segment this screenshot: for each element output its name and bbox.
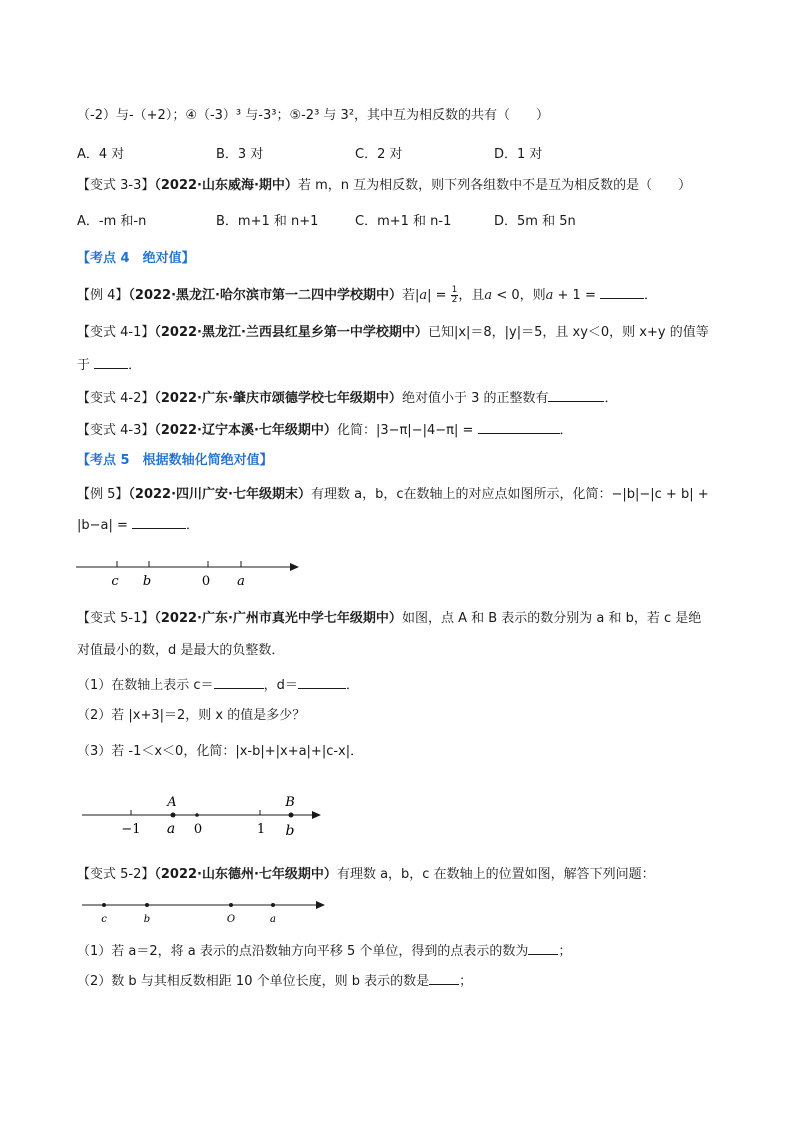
label-b: b bbox=[142, 574, 152, 589]
option-b: B．m+1 和 n+1 bbox=[216, 214, 319, 229]
variant-5-1-q2: （2）若 |x+3|＝2，则 x 的值是多少？ bbox=[77, 708, 306, 723]
option-d: D．5m 和 5n bbox=[494, 214, 576, 229]
example-text: |b−a| = bbox=[77, 518, 133, 533]
variant-text: 化简：|3−π|−|4−π| = bbox=[336, 423, 478, 438]
axis-arrow bbox=[290, 563, 299, 571]
variant-text: 于 bbox=[77, 358, 95, 373]
label-minus-1: −1 bbox=[121, 822, 141, 837]
label-b: b bbox=[143, 914, 151, 925]
variant-source: （2022·广东·广州市真光中学七年级期中） bbox=[154, 611, 402, 626]
label-c: c bbox=[111, 574, 119, 589]
label-a: a bbox=[166, 821, 176, 837]
math-text: + 1 = bbox=[553, 288, 600, 303]
label-point-b: B bbox=[285, 795, 295, 810]
question-continuation: （-2）与-（+2）；④（-3）³ 与-3³；⑤-2³ 与 3²，其中互为相反数的共有（ ） bbox=[77, 108, 550, 123]
example-5-line2 bbox=[77, 516, 199, 535]
answer-blank[interactable] bbox=[94, 356, 128, 369]
example-source: （2022·四川广安·七年级期末） bbox=[128, 487, 311, 502]
number-line-3 bbox=[80, 897, 340, 927]
variant-prefix: 【变式 3-3】 bbox=[77, 178, 155, 193]
question-text: ，d＝ bbox=[263, 678, 298, 693]
variant-source: （2022·辽宁本溪·七年级期中） bbox=[154, 423, 337, 438]
variant-prefix: 【变式 5-2】 bbox=[77, 867, 155, 882]
label-origin: O bbox=[226, 914, 236, 925]
variant-5-2-q2 bbox=[77, 972, 472, 991]
answer-blank[interactable] bbox=[478, 421, 560, 434]
variant-3-3 bbox=[77, 177, 691, 195]
number-line-1 bbox=[72, 556, 302, 596]
fraction-denominator: 2 bbox=[451, 295, 458, 305]
option-c: C．m+1 和 n-1 bbox=[355, 214, 452, 229]
answer-blank[interactable] bbox=[429, 972, 459, 985]
punctuation: ． bbox=[643, 288, 657, 303]
axis-arrow bbox=[312, 811, 321, 819]
punctuation: ． bbox=[345, 678, 359, 693]
question-text: （1）若 a＝2，将 a 表示的点沿数轴方向平移 5 个单位，得到的点表示的数为 bbox=[77, 944, 529, 959]
math-var: a bbox=[419, 288, 428, 303]
label-zero: 0 bbox=[201, 574, 211, 589]
point-a bbox=[271, 903, 275, 907]
answer-blank[interactable] bbox=[132, 516, 186, 529]
punctuation: ． bbox=[559, 423, 573, 438]
option-c: C．2 对 bbox=[355, 147, 403, 162]
label-a: a bbox=[270, 914, 276, 925]
point-b bbox=[289, 813, 294, 818]
example-text: 有理数 a，b，c在数轴上的对应点如图所示，化简：−|b|−|c + b| + bbox=[310, 487, 709, 502]
variant-4-1 bbox=[77, 324, 709, 342]
axis-arrow bbox=[316, 901, 325, 909]
point-c bbox=[102, 903, 106, 907]
point-origin bbox=[195, 813, 199, 817]
variant-prefix: 【变式 4-1】 bbox=[77, 325, 155, 340]
variant-prefix: 【变式 4-3】 bbox=[77, 423, 155, 438]
punctuation: ； bbox=[459, 974, 473, 989]
math-text: | = bbox=[427, 288, 451, 303]
example-4 bbox=[77, 286, 657, 305]
fraction-numerator: 1 bbox=[451, 285, 458, 295]
variant-text: 有理数 a，b，c 在数轴上的位置如图，解答下列问题： bbox=[336, 867, 655, 882]
label-c: c bbox=[101, 914, 107, 925]
variant-5-2-q1 bbox=[77, 942, 571, 961]
variant-5-1-q1 bbox=[77, 676, 359, 695]
variant-prefix: 【变式 4-2】 bbox=[77, 391, 155, 406]
variant-text: 若 m，n 互为相反数，则下列各组数中不是互为相反数的是（ ） bbox=[297, 178, 692, 193]
example-source: （2022·黑龙江·哈尔滨市第一二四中学校期中） bbox=[128, 288, 402, 303]
variant-source: （2022·山东威海·期中） bbox=[154, 178, 298, 193]
answer-blank[interactable] bbox=[528, 942, 558, 955]
variant-source: （2022·黑龙江·兰西县红星乡第一中学校期中） bbox=[154, 325, 428, 340]
options-row-2 bbox=[77, 213, 633, 231]
options-row-1 bbox=[77, 146, 633, 164]
variant-4-3 bbox=[77, 421, 573, 440]
math-text: ，且 bbox=[458, 288, 485, 303]
option-d: D．1 对 bbox=[494, 147, 543, 162]
label-a: a bbox=[237, 574, 245, 589]
example-prefix: 【例 5】 bbox=[77, 487, 129, 502]
label-point-a: A bbox=[167, 795, 177, 810]
option-b: B．3 对 bbox=[216, 147, 264, 162]
variant-5-1-q3: （3）若 -1＜x＜0，化简：|x-b|+|x+a|+|c-x|． bbox=[77, 744, 364, 759]
punctuation: ． bbox=[186, 518, 200, 533]
point-a bbox=[171, 813, 176, 818]
label-b: b bbox=[285, 823, 295, 839]
math-var: a bbox=[545, 288, 554, 303]
variant-text: 已知|x|＝8，|y|＝5，且 xy＜0，则 x+y 的值等 bbox=[427, 325, 709, 340]
number-line-2 bbox=[80, 793, 330, 843]
answer-blank[interactable] bbox=[214, 676, 264, 689]
answer-blank[interactable] bbox=[600, 286, 644, 299]
question-text: （1）在数轴上表示 c＝ bbox=[77, 678, 214, 693]
question-text: （2）数 b 与其相反数相距 10 个单位长度，则 b 表示的数是 bbox=[77, 974, 430, 989]
example-5 bbox=[77, 486, 709, 504]
variant-source: （2022·山东德州·七年级期中） bbox=[154, 867, 337, 882]
section-heading-5: 【考点 5 根据数轴化简绝对值】 bbox=[77, 453, 273, 468]
section-heading-4: 【考点 4 绝对值】 bbox=[77, 251, 195, 266]
math-text: < 0，则 bbox=[492, 288, 546, 303]
label-1: 1 bbox=[256, 822, 266, 837]
label-zero: 0 bbox=[193, 822, 203, 837]
punctuation: ； bbox=[558, 944, 572, 959]
math-var: a bbox=[484, 288, 493, 303]
variant-prefix: 【变式 5-1】 bbox=[77, 611, 155, 626]
variant-text: 如图，点 A 和 B 表示的数分别为 a 和 b，若 c 是绝 bbox=[401, 611, 702, 626]
variant-5-1 bbox=[77, 610, 701, 628]
variant-5-1-line2: 对值最小的数，d 是最大的负整数． bbox=[77, 643, 285, 658]
variant-4-1-line2 bbox=[77, 356, 141, 375]
example-prefix: 【例 4】 bbox=[77, 288, 129, 303]
option-a: A．-m 和-n bbox=[77, 214, 147, 229]
math-text: 若| bbox=[401, 288, 420, 303]
variant-5-2 bbox=[77, 866, 655, 884]
punctuation: ． bbox=[128, 358, 142, 373]
punctuation: ． bbox=[604, 391, 618, 406]
variant-source: （2022·广东·肇庆市颂德学校七年级期中） bbox=[154, 391, 402, 406]
point-b bbox=[145, 903, 149, 907]
answer-blank[interactable] bbox=[298, 676, 346, 689]
point-origin bbox=[229, 903, 233, 907]
answer-blank[interactable] bbox=[548, 389, 604, 402]
variant-text: 绝对值小于 3 的正整数有 bbox=[401, 391, 549, 406]
option-a: A．4 对 bbox=[77, 147, 125, 162]
variant-4-2 bbox=[77, 389, 618, 408]
